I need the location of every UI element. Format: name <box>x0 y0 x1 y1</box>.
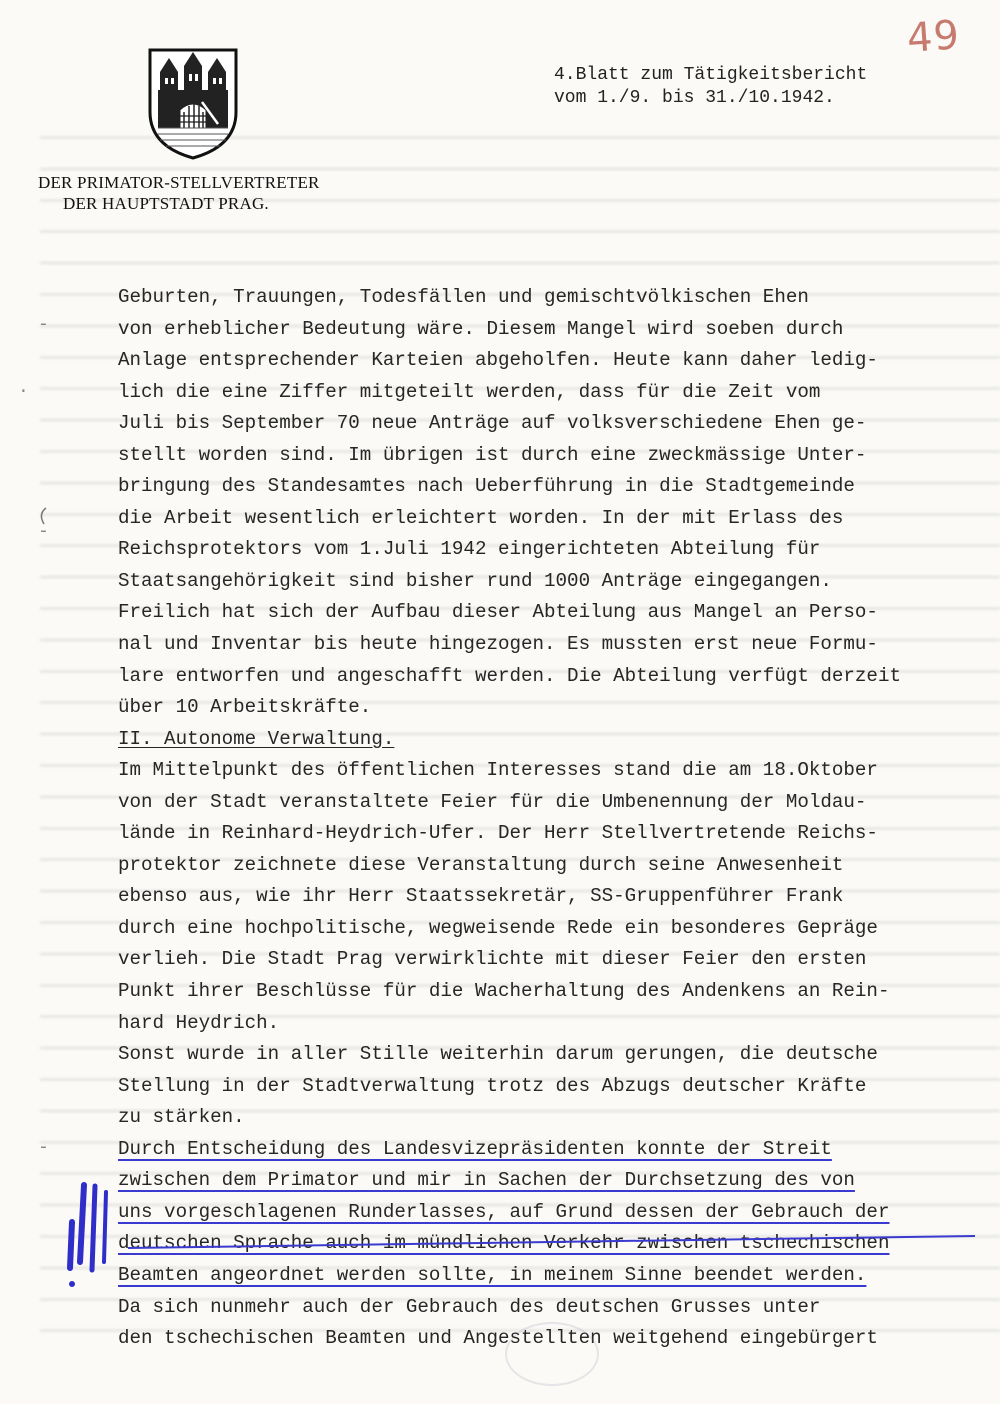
body-line: lare entworfen und angeschafft werden. Die Abteilung verfügt derzeit <box>118 664 901 687</box>
margin-dash: - <box>38 1138 49 1158</box>
office-line-1: DER PRIMATOR-STELLVERTRETER <box>38 173 320 192</box>
body-line: ebenso aus, wie ihr Herr Staatssekretär, SS-Gruppenführer Frank <box>118 885 844 908</box>
body-line: die Arbeit wesentlich erleichtert worden. In der mit Erlass des <box>118 506 844 529</box>
body-line: stellt worden sind. Im übrigen ist durch eine zweckmässige Unter- <box>118 443 867 466</box>
body-line: protektor zeichnete diese Veranstaltung durch seine Anwesenheit <box>118 853 844 876</box>
body-line: Reichsprotektors vom 1.Juli 1942 eingerichteten Abteilung für <box>118 538 821 561</box>
body-line: zu stärken. <box>118 1106 245 1129</box>
margin-dash: - <box>38 522 49 542</box>
margin-dash: - <box>38 315 49 335</box>
underlined-body-line: uns vorgeschlagenen Runderlasses, auf Grund dessen der Gebrauch der <box>118 1200 890 1223</box>
underlined-body-line: deutschen Sprache auch im mündlichen Verkehr zwischen tschechischen <box>118 1232 890 1255</box>
body-line: Anlage entsprechender Karteien abgeholfen. Heute kann daher ledig- <box>118 349 878 372</box>
office-heading <box>38 172 320 214</box>
underlined-body-line: Durch Entscheidung des Landesvizepräsidenten konnte der Streit <box>118 1137 832 1160</box>
body-line: Staatsangehörigkeit sind bisher rund 1000 Anträge eingegangen. <box>118 569 832 592</box>
body-line: den tschechischen Beamten und Angestellten weitgehend eingebürgert <box>118 1327 878 1350</box>
office-line-2: DER HAUPTSTADT PRAG. <box>63 194 269 213</box>
section-heading: II. Autonome Verwaltung. <box>118 727 395 750</box>
body-line: bringung des Standesamtes nach Ueberführung in die Stadtgemeinde <box>118 475 855 498</box>
body-line: verlieh. Die Stadt Prag verwirklichte mit dieser Feier den ersten <box>118 948 867 971</box>
blue-pencil-margin-strokes <box>69 1185 106 1287</box>
body-line: Punkt ihrer Beschlüsse für die Wacherhaltung des Andenkens an Rein- <box>118 980 890 1003</box>
body-line: durch eine hochpolitische, wegweisende Rede ein besonderes Gepräge <box>118 916 878 939</box>
underlined-body-line: Beamten angeordnet werden sollte, in meinem Sinne beendet werden. <box>118 1263 867 1286</box>
body-line: über 10 Arbeitskräfte. <box>118 696 372 719</box>
margin-dot: . <box>18 378 29 398</box>
body-line: lände in Reinhard-Heydrich-Ufer. Der Herr Stellvertretende Reichs- <box>118 822 878 845</box>
faint-stamp <box>505 1322 599 1386</box>
body-line: Freilich hat sich der Aufbau dieser Abteilung aus Mangel an Perso- <box>118 601 878 624</box>
prague-coat-of-arms-icon <box>146 46 240 160</box>
body-line: Stellung in der Stadtverwaltung trotz des Abzugs deutscher Kräfte <box>118 1074 867 1097</box>
report-reference-line-2: vom 1./9. bis 31./10.1942. <box>554 88 835 108</box>
page-number: 49 <box>905 12 962 62</box>
underlined-body-line: zwischen dem Primator und mir in Sachen der Durchsetzung des von <box>118 1169 855 1192</box>
body-line: von erheblicher Bedeutung wäre. Diesem Mangel wird soeben durch <box>118 317 844 340</box>
report-reference-line-1: 4.Blatt zum Tätigkeitsbericht <box>554 65 868 85</box>
body-line: von der Stadt veranstaltete Feier für die Umbenennung der Moldau- <box>118 790 867 813</box>
report-reference <box>554 64 867 110</box>
body-line: Da sich nunmehr auch der Gebrauch des deutschen Grusses unter <box>118 1295 821 1318</box>
body-line: lich die eine Ziffer mitgeteilt werden, dass für die Zeit vom <box>118 380 821 403</box>
body-line: nal und Inventar bis heute hingezogen. Es mussten erst neue Formu- <box>118 633 878 656</box>
body-line: Juli bis September 70 neue Anträge auf volksverschiedene Ehen ge- <box>118 412 867 435</box>
report-body <box>118 282 978 1355</box>
body-line: Geburten, Trauungen, Todesfällen und gemischtvölkischen Ehen <box>118 286 809 308</box>
body-line: hard Heydrich. <box>118 1011 280 1034</box>
body-line: Im Mittelpunkt des öffentlichen Interesses stand die am 18.Oktober <box>118 759 878 782</box>
body-line: Sonst wurde in aller Stille weiterhin darum gerungen, die deutsche <box>118 1043 878 1066</box>
